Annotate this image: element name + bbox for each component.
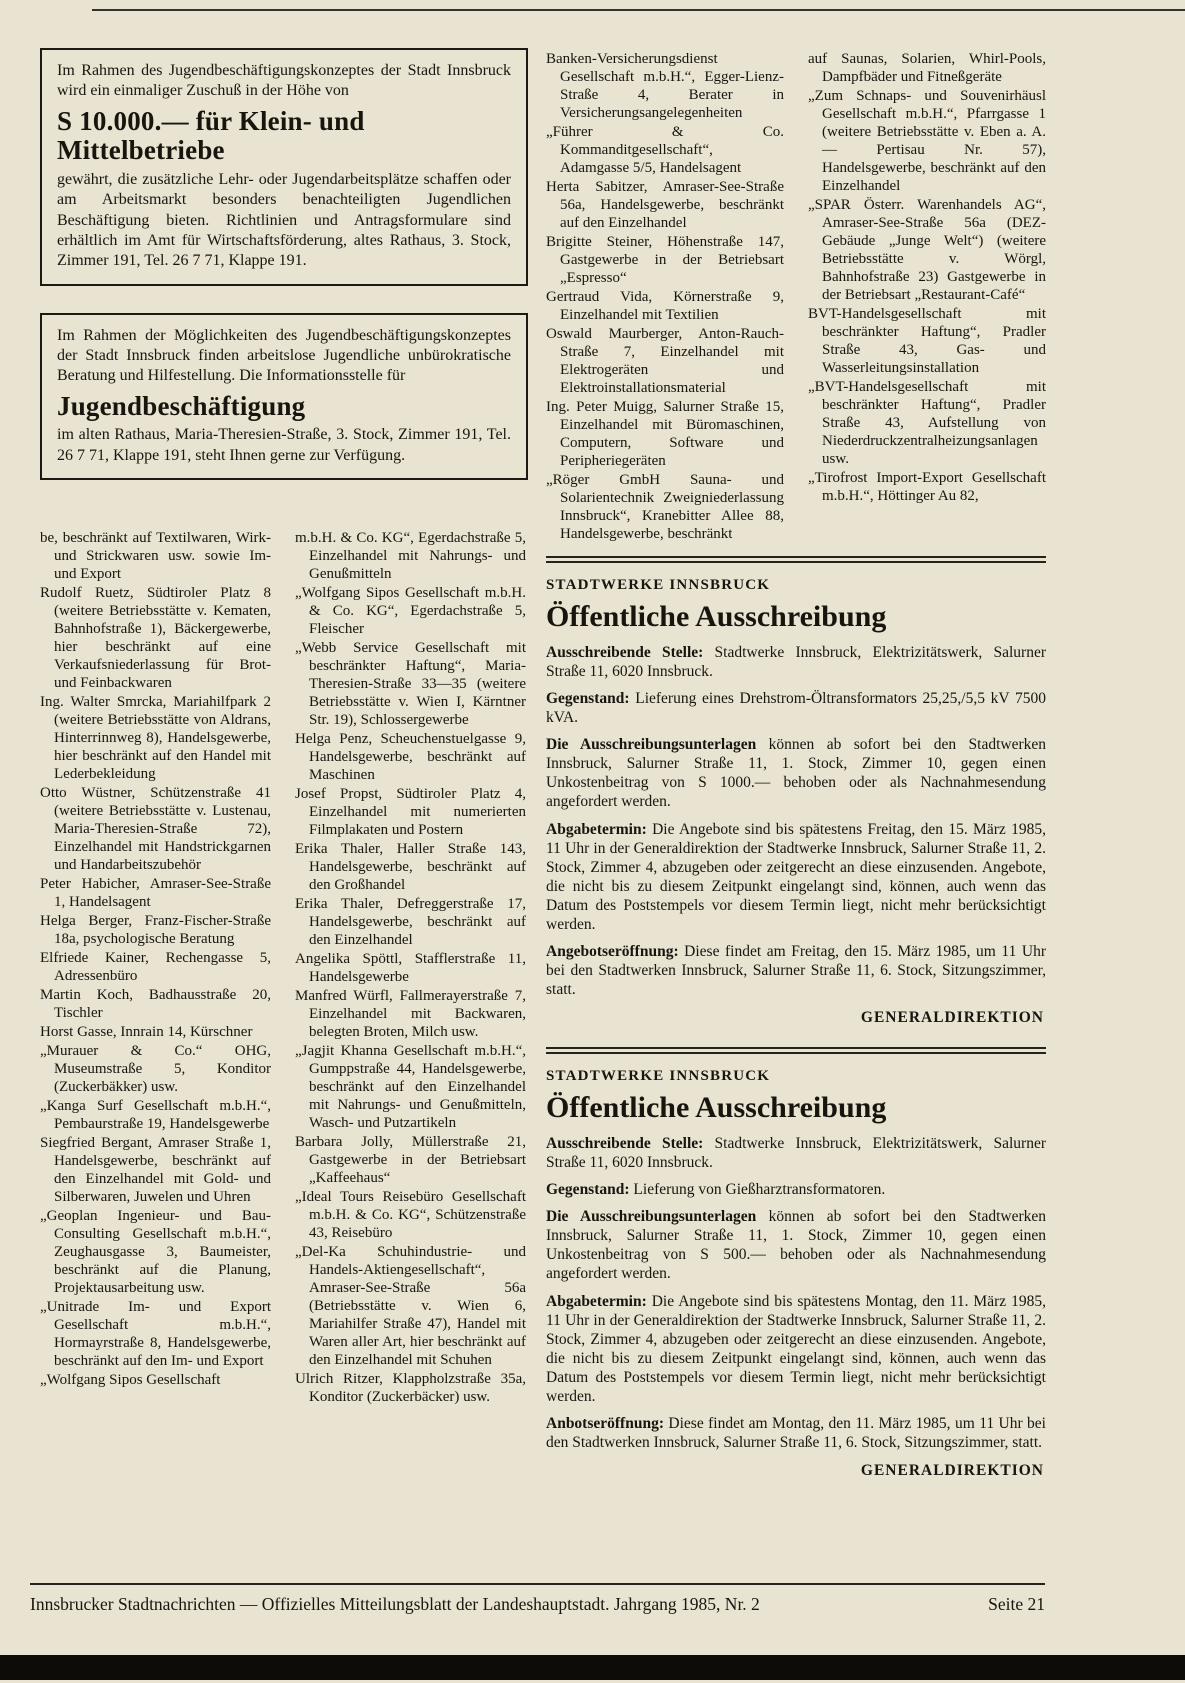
business-entry: „Kanga Surf Gesellschaft m.b.H.“, Pembaurstraße 19, Handelsgewerbe bbox=[40, 1097, 271, 1132]
column-2 bbox=[295, 529, 526, 1407]
tender-paragraph: Die Ausschreibungsunterlagen können ab sofort bei den Stadtwerken Innsbruck, Salurner Straße 11, 1. Stock, Zimmer 10, gegen einen Unkostenbeitrag von S 500.— behoben oder als Nachnahmesendung angefordert werden. bbox=[546, 1208, 1046, 1283]
tender-paragraph: Die Ausschreibungsunterlagen können ab sofort bei den Stadtwerken Innsbruck, Salurner Straße 11, 1. Stock, Zimmer 10, gegen einen Unkostenbeitrag von S 1000.— behoben oder als Nachnahmesendung angefordert werden. bbox=[546, 736, 1046, 811]
business-entry: Herta Sabitzer, Amraser-See-Straße 56a, Handelsgewerbe, beschränkt auf den Einzelhandel bbox=[546, 179, 784, 231]
business-entry: „Tirofrost Import-Export Gesellschaft m.b.H.“, Höttinger Au 82, bbox=[808, 470, 1046, 504]
tender-paragraph-lead: Abgabetermin: bbox=[546, 1292, 647, 1310]
business-entry: be, beschränkt auf Textilwaren, Wirk- und Strickwaren usw. sowie Im- und Export bbox=[40, 529, 271, 582]
left-half bbox=[38, 48, 528, 1488]
tender-paragraph-lead: Gegenstand: bbox=[546, 690, 630, 708]
tender-2-kicker: STADTWERKE INNSBRUCK bbox=[546, 1068, 771, 1085]
business-entry: Siegfried Bergant, Amraser Straße 1, Handelsgewerbe, beschränkt auf den Einzelhandel mit Gold- und Silberwaren, Juwelen und Uhren bbox=[40, 1134, 271, 1205]
business-register-left bbox=[38, 529, 528, 1407]
tender-2-paragraphs bbox=[546, 1134, 1046, 1452]
business-register-right bbox=[546, 48, 1046, 544]
column-1 bbox=[40, 529, 271, 1407]
business-entry: Horst Gasse, Innrain 14, Kürschner bbox=[40, 1023, 253, 1040]
tender-paragraph: Gegenstand: Lieferung eines Drehstrom-Öltransformators 25,25,/5,5 kV 7500 kVA. bbox=[546, 690, 1046, 727]
business-entry: „Murauer & Co.“ OHG, Museumstraße 5, Konditor (Zuckerbäkker) usw. bbox=[40, 1042, 271, 1095]
grant-box-body: gewährt, die zusätzliche Lehr- oder Jugendarbeitsplätze schaffen oder am Arbeitsmarkt besonders benachteiligten Jugendlichen Beschäftigung bieten. Richtlinien und Antragsformulare sind erhältlich im Amt für Wirtschaftsförderung, altes Rathaus, 3. Stock, Zimmer 191, Tel. 26 7 71, Klappe 191. bbox=[57, 171, 511, 270]
page-footer bbox=[30, 1583, 1045, 1615]
tender-paragraph: Angebotseröffnung: Diese findet am Freitag, den 15. März 1985, um 11 Uhr bei den Stadtwerken Innsbruck, Salurner Straße 11, 6. Stock, Sitzungszimmer, statt. bbox=[546, 942, 1046, 998]
tender-paragraph-lead: Ausschreibende Stelle: bbox=[546, 644, 704, 661]
page-top-rule bbox=[92, 9, 1185, 11]
business-entry: „Zum Schnaps- und Souvenirhäusl Gesellschaft m.b.H.“, Pfarrgasse 1 (weitere Betriebsstätte v. Eben a. A. — Pertisau Nr. 57), Handelsgewerbe, beschränkt auf den Einzelhandel bbox=[808, 88, 1046, 194]
grant-box-intro: Im Rahmen des Jugendbeschäftigungskonzeptes der Stadt Innsbruck wird ein einmaliger Zuschuß in der Höhe von bbox=[57, 62, 511, 100]
business-entry: „Del-Ka Schuhindustrie- und Handels-Aktiengesellschaft“, Amraser-See-Straße 56a (Betriebsstätte v. Wien 6, Mariahilfer Straße 47), Handel mit Waren aller Art, hier beschränkt auf den Einzelhandel mit Schuhen bbox=[295, 1243, 526, 1368]
business-entry: Rudolf Ruetz, Südtiroler Platz 8 (weitere Betriebsstätte v. Kematen, Bahnhofstraße 1), Bäckergewerbe, hier beschränkt auf eine Verkaufsniederlassung für Brot- und Feinbackwaren bbox=[40, 584, 271, 691]
tender-2-signature: GENERALDIREKTION bbox=[860, 1462, 1044, 1479]
tender-1-title: Öffentliche Ausschreibung bbox=[546, 600, 887, 633]
section-divider bbox=[546, 556, 1046, 563]
tender-1-kicker: STADTWERKE INNSBRUCK bbox=[546, 577, 771, 593]
tender-paragraph-lead: Anbotseröffnung: bbox=[546, 1414, 664, 1432]
info-box-headline: Jugendbeschäftigung bbox=[57, 390, 306, 421]
business-entry: Elfriede Kainer, Rechengasse 5, Adressenbüro bbox=[40, 949, 271, 984]
column-3 bbox=[546, 50, 784, 544]
info-box-intro: Im Rahmen der Möglichkeiten des Jugendbeschäftigungskonzeptes der Stadt Innsbruck finden arbeitslose Jugendliche unbürokratische Beratung und Hilfestellung. Die Informationsstelle für bbox=[57, 326, 511, 385]
business-entry: Josef Propst, Südtiroler Platz 4, Einzelhandel mit numerierten Filmplakaten und Postern bbox=[295, 785, 526, 838]
tender-section-2 bbox=[546, 1066, 1046, 1482]
grant-announcement-box bbox=[40, 48, 528, 286]
tender-paragraph: Anbotseröffnung: Diese findet am Montag, den 11. März 1985, um 11 Uhr bei den Stadtwerken Innsbruck, Salurner Straße 11, 6. Stock, Sitzungszimmer, statt. bbox=[546, 1414, 1046, 1451]
business-entry: Erika Thaler, Defreggerstraße 17, Handelsgewerbe, beschränkt auf den Einzelhandel bbox=[295, 895, 526, 948]
business-entry: BVT-Handelsgesellschaft mit beschränkter Haftung“, Pradler Straße 43, Gas- und Wasserleitungsinstallation bbox=[808, 306, 1046, 376]
business-entry: Ulrich Ritzer, Klappholzstraße 35a, Konditor (Zuckerbäcker) usw. bbox=[295, 1370, 526, 1405]
business-entry: Ing. Peter Muigg, Salurner Straße 15, Einzelhandel mit Büromaschinen, Computern, Software und Peripheriegeräten bbox=[546, 399, 784, 469]
business-entry: „Wolfgang Sipos Gesellschaft m.b.H. & Co. KG“, Egerdachstraße 5, Fleischer bbox=[295, 584, 526, 637]
grant-box-headline: S 10.000.— für Klein- und Mittelbetriebe bbox=[57, 105, 365, 166]
business-entry: Angelika Spöttl, Stafflerstraße 11, Handelsgewerbe bbox=[295, 950, 526, 985]
business-entry: Helga Penz, Scheuchenstuelgasse 9, Handelsgewerbe, beschränkt auf Maschinen bbox=[295, 730, 526, 783]
tender-1-paragraphs bbox=[546, 643, 1046, 999]
business-entry: Brigitte Steiner, Höhenstraße 147, Gastgewerbe in der Betriebsart „Espresso“ bbox=[546, 234, 784, 286]
business-entry: „Webb Service Gesellschaft mit beschränkter Haftung“, Maria-Theresien-Straße 33—35 (weitere Betriebsstätte v. Wien I, Kärntner Str. 19), Schlossergewerbe bbox=[295, 639, 526, 728]
business-entry: „Unitrade Im- und Export Gesellschaft m.b.H.“, Hormayrstraße 8, Handelsgewerbe, beschränkt auf den Im- und Export bbox=[40, 1298, 271, 1369]
business-entry: Erika Thaler, Haller Straße 143, Handelsgewerbe, beschränkt auf den Großhandel bbox=[295, 840, 526, 893]
tender-paragraph: Ausschreibende Stelle: Stadtwerke Innsbruck, Elektrizitätswerk, Salurner Straße 11, 6020 Innsbruck. bbox=[546, 644, 1046, 681]
column-4 bbox=[808, 50, 1046, 544]
info-announcement-box bbox=[40, 313, 528, 480]
business-entry: auf Saunas, Solarien, Whirl-Pools, Dampfbäder und Fitneßgeräte bbox=[808, 51, 1046, 85]
footer-page-number: Seite 21 bbox=[988, 1594, 1045, 1614]
tender-paragraph-lead: Ausschreibende Stelle: bbox=[546, 1135, 704, 1153]
tender-paragraph-lead: Die Ausschreibungsunterlagen bbox=[546, 736, 757, 754]
business-entry: Martin Koch, Badhausstraße 20, Tischler bbox=[40, 986, 271, 1021]
business-entry: „Ideal Tours Reisebüro Gesellschaft m.b.H. & Co. KG“, Schützenstraße 43, Reisebüro bbox=[295, 1188, 526, 1241]
footer-masthead: Innsbrucker Stadtnachrichten — Offizielles Mitteilungsblatt der Landeshauptstadt. Jahrgang 1985, Nr. 2 bbox=[30, 1594, 760, 1614]
business-entry: „Röger GmbH Sauna- und Solarientechnik Zweigniederlassung Innsbruck“, Kranebitter Allee 88, Handelsgewerbe, beschränkt bbox=[546, 472, 784, 542]
business-entry: Gertraud Vida, Körnerstraße 9, Einzelhandel mit Textilien bbox=[546, 289, 784, 323]
right-half bbox=[546, 48, 1046, 1488]
info-box-body: im alten Rathaus, Maria-Theresien-Straße, 3. Stock, Zimmer 191, Tel. 26 7 71, Klappe 191, steht Ihnen gerne zur Verfügung. bbox=[57, 426, 511, 464]
tender-2-title: Öffentliche Ausschreibung bbox=[546, 1091, 887, 1125]
business-entry: m.b.H. & Co. KG“, Egerdachstraße 5, Einzelhandel mit Nahrungs- und Genußmitteln bbox=[295, 529, 526, 582]
business-entry: „SPAR Österr. Warenhandels AG“, Amraser-See-Straße 56a (DEZ-Gebäude „Junge Welt“) (weitere Betriebsstätte v. Wörgl, Bahnhofstraße 23) Gastgewerbe in der Betriebsart „Restaurant-Café“ bbox=[808, 197, 1046, 303]
business-entry: „Jagjit Khanna Gesellschaft m.b.H.“, Gumppstraße 44, Handelsgewerbe, beschränkt auf den Einzelhandel mit Nahrungs- und Genußmitteln, Wasch- und Putzartikeln bbox=[295, 1042, 526, 1131]
business-entry: Helga Berger, Franz-Fischer-Straße 18a, psychologische Beratung bbox=[40, 912, 271, 947]
page-bottom-bar bbox=[0, 1655, 1185, 1680]
tender-paragraph-lead: Gegenstand: bbox=[546, 1181, 630, 1199]
business-entry: Peter Habicher, Amraser-See-Straße 1, Handelsagent bbox=[40, 875, 271, 910]
business-entry: „BVT-Handelsgesellschaft mit beschränkter Haftung“, Pradler Straße 43, Aufstellung von Niederdruckzentralheizungsanlagen usw. bbox=[808, 379, 1046, 467]
tender-paragraph-lead: Die Ausschreibungsunterlagen bbox=[546, 1208, 757, 1226]
business-entry: „Führer & Co. Kommanditgesellschaft“, Adamgasse 5/5, Handelsagent bbox=[546, 124, 784, 176]
tender-paragraph: Abgabetermin: Die Angebote sind bis spätestens Freitag, den 15. März 1985, 11 Uhr in der Generaldirektion der Stadtwerke Innsbruck, Salurner Straße 11, 2. Stock, Zimmer 4, abzugeben oder zeitgerecht an diese einzusenden. Angebote, die nicht bis zu diesem Zeitpunkt eingelangt sind, können, auch wenn das Datum des Poststempels vor diesem Termin liegt, nicht mehr berücksichtigt werden. bbox=[546, 820, 1046, 933]
tender-paragraph-lead: Angebotseröffnung: bbox=[546, 942, 679, 960]
page-content bbox=[38, 48, 1046, 1488]
tender-section-1 bbox=[546, 575, 1046, 1029]
tender-paragraph-lead: Abgabetermin: bbox=[546, 820, 647, 838]
business-entry: Ing. Walter Smrcka, Mariahilfpark 2 (weitere Betriebsstätte von Aldrans, Hinterrinnweg 8), Handelsgewerbe, hier beschränkt auf den Handel mit Lederbekleidung bbox=[40, 693, 271, 782]
tender-1-signature: GENERALDIREKTION bbox=[860, 1009, 1044, 1027]
business-entry: Otto Wüstner, Schützenstraße 41 (weitere Betriebsstätte v. Lustenau, Maria-Theresien-Straße 72), Einzelhandel mit Handstrickgarnen und Handarbeitszubehör bbox=[40, 784, 271, 873]
business-entry: „Wolfgang Sipos Gesellschaft bbox=[40, 1371, 221, 1388]
business-entry: Oswald Maurberger, Anton-Rauch-Straße 7, Einzelhandel mit Elektrogeräten und Elektroinstallationsmaterial bbox=[546, 326, 784, 396]
tender-paragraph: Abgabetermin: Die Angebote sind bis spätestens Montag, den 11. März 1985, 11 Uhr in der Generaldirektion der Stadtwerke Innsbruck, Salurner Straße 11, 2. Stock, Zimmer 4, abzugeben oder zeitgerecht an diese einzusenden. Angebote, die nicht bis zu diesem Zeitpunkt eingelangt sind, können, auch wenn das Datum des Poststempels vor diesem Termin liegt, nicht mehr berücksichtigt werden. bbox=[546, 1292, 1046, 1405]
business-entry: „Geoplan Ingenieur- und Bau-Consulting Gesellschaft m.b.H.“, Zeughausgasse 3, Baumeister, beschränkt auf die Planung, Projektausarbeitung usw. bbox=[40, 1207, 271, 1296]
tender-paragraph: Ausschreibende Stelle: Stadtwerke Innsbruck, Elektrizitätswerk, Salurner Straße 11, 6020 Innsbruck. bbox=[546, 1135, 1046, 1172]
business-entry: Banken-Versicherungsdienst Gesellschaft m.b.H.“, Egger-Lienz-Straße 4, Berater in Versicherungsangelegenheiten bbox=[546, 51, 784, 121]
section-divider bbox=[546, 1047, 1046, 1054]
business-entry: Barbara Jolly, Müllerstraße 21, Gastgewerbe in der Betriebsart „Kaffeehaus“ bbox=[295, 1133, 526, 1186]
business-entry: Manfred Würfl, Fallmerayerstraße 7, Einzelhandel mit Backwaren, belegten Broten, Milch usw. bbox=[295, 987, 526, 1040]
tender-paragraph: Gegenstand: Lieferung von Gießharztransformatoren. bbox=[546, 1181, 886, 1199]
